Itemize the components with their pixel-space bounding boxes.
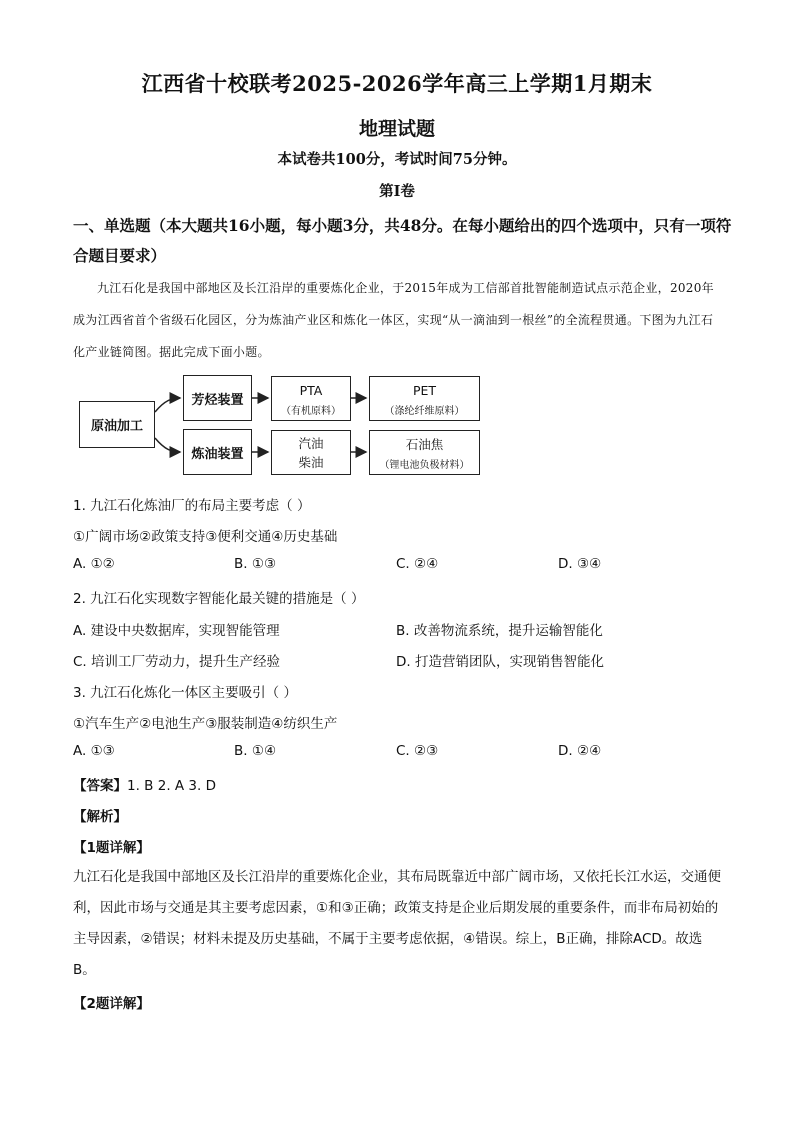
exam-info: 本试卷共100分，考试时间75分钟。 [277,151,517,168]
box-crude-processing [79,401,155,448]
question-2-option-d: D. 打造营销团队，实现销售智能化 [396,654,604,670]
box-gasoline-diesel [271,430,351,475]
box-label: PTA [299,382,323,398]
box-label: PET [412,382,437,398]
box-note: （涤纶纤维原料） [384,405,465,417]
section-heading: 一、单选题（本大题共16小题，每小题3分，共48分。在每小题给出的四个选项中，只有一项符合题目要求） [73,216,732,265]
box-label: 石油焦 [405,436,444,452]
question-2-option-a: A. 建设中央数据库，实现智能管理 [73,623,280,639]
material-paragraph: 九江石化是我国中部地区及长江沿岸的重要炼化企业，于2015年成为工信部首批智能制造试点示范企业，2020年成为江西省首个省级石化园区，分为炼油产业区和炼化一体区，实现“从一滴油到一根丝”的全流程贯通。下图为九江石化产业链简图。据此完成下面小题。 [73,281,714,359]
box-label: 汽油 [298,435,324,451]
box-label: 炼油装置 [191,446,244,462]
question-1-items: ①广阔市场②政策支持③便利交通④历史基础 [73,529,338,545]
question-2-stem: 2. 九江石化实现数字智能化最关键的措施是（ ） [73,591,365,607]
box-refining-unit [183,429,252,475]
question-3-option-a: A. ①③ [73,743,115,759]
box-label: 原油加工 [90,419,143,434]
detail-1-text: 九江石化是我国中部地区及长江沿岸的重要炼化企业，其布局既靠近中部广阔市场，又依托长江水运，交通便利，因此市场与交通是其主要考虑因素，①和③正确；政策支持是企业后期发展的重要条件，而非布局初始的主导因素，②错误；材料未提及历史基础，不属于主要考虑依据，④错误。综上，B正确，排除ACD。故选B。 [73,869,721,978]
box-pta [271,376,351,421]
answer-label: 【答案】 [73,778,127,794]
question-1-option-c: C. ②④ [396,556,439,572]
question-3-option-c: C. ②③ [396,743,439,759]
answer-line [73,774,216,794]
question-3-option-b: B. ①④ [234,743,277,759]
analysis-label: 【解析】 [73,809,127,825]
box-note: （有机原料） [281,405,341,417]
box-note: （锂电池负极材料） [379,459,470,471]
question-1-option-a: A. ①② [73,556,115,572]
question-3-option-d: D. ②④ [558,743,602,759]
box-aromatics-unit [183,375,252,421]
subject-title: 地理试题 [358,118,435,140]
box-pet [369,376,480,421]
question-1-stem: 1. 九江石化炼油厂的布局主要考虑（ ） [73,498,311,514]
arrow-root-to-refining [155,438,180,452]
arrow-root-to-aromatics [155,398,180,412]
box-petroleum-coke [369,430,480,475]
exam-title: 江西省十校联考2025-2026学年高三上学期1月期末 [141,71,653,96]
volume-label: 第I卷 [379,183,415,200]
detail-2-label: 【2题详解】 [73,996,150,1012]
question-2-option-b: B. 改善物流系统，提升运输智能化 [396,623,603,639]
detail-1-label: 【1题详解】 [73,840,150,856]
box-label: 芳烃装置 [191,392,244,408]
question-2-option-c: C. 培训工厂劳动力，提升生产经验 [73,654,281,670]
question-3-items: ①汽车生产②电池生产③服装制造④纺织生产 [73,716,338,732]
question-1-option-b: B. ①③ [234,556,277,572]
answer-text: 1. B 2. A 3. D [127,778,216,794]
box-label: 柴油 [298,454,324,470]
question-3-stem: 3. 九江石化炼化一体区主要吸引（ ） [73,685,297,701]
question-1-option-d: D. ③④ [558,556,602,572]
